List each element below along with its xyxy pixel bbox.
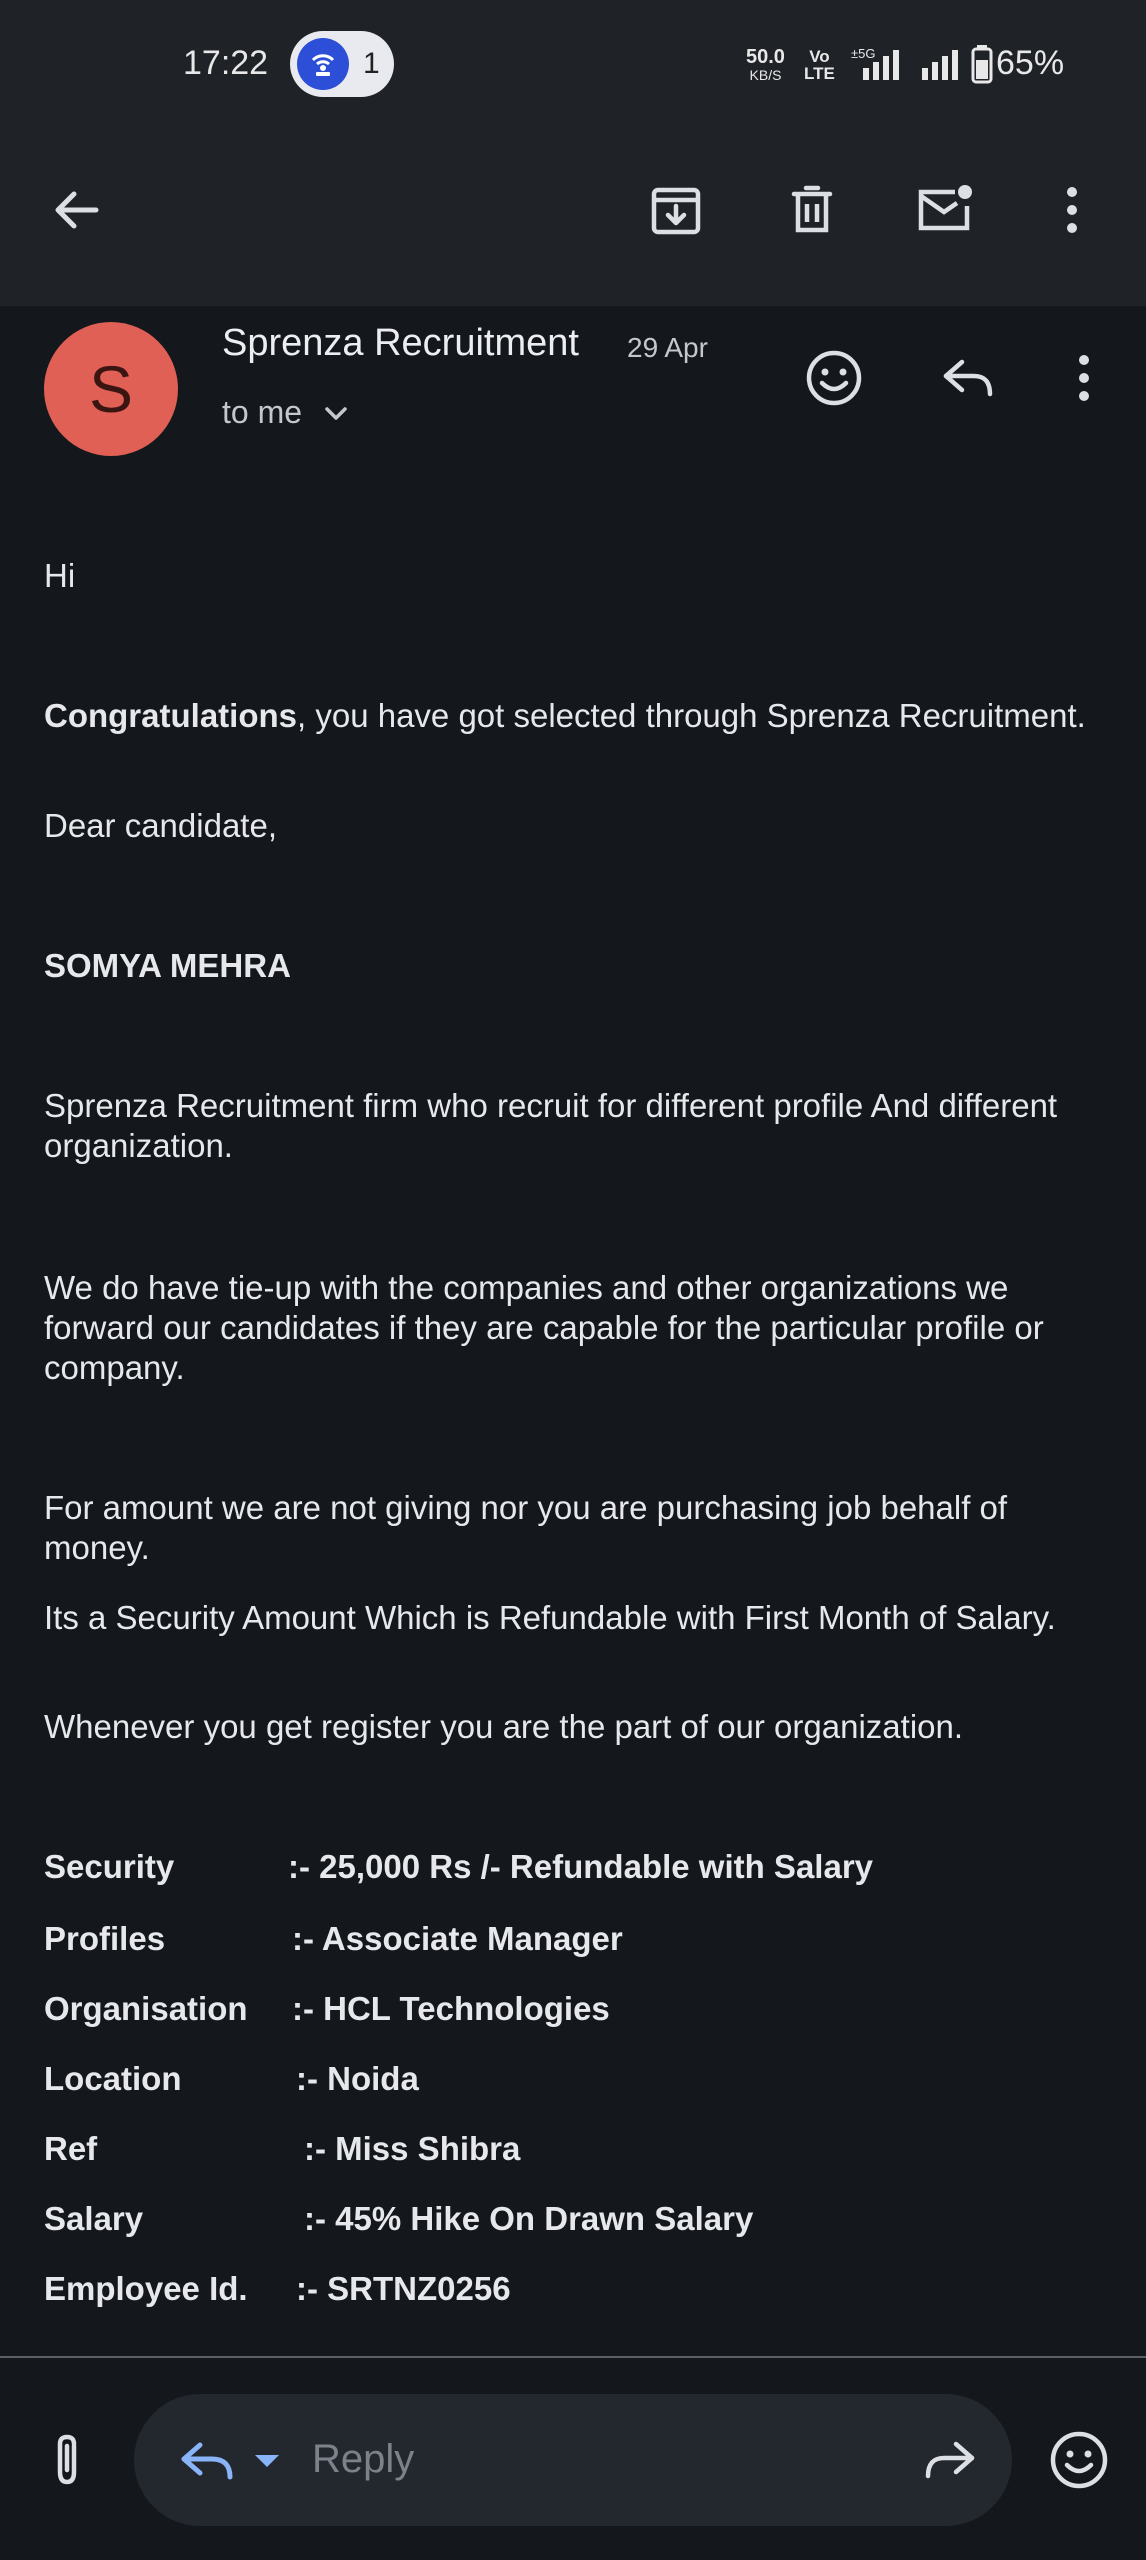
- svg-text:±5G: ±5G: [851, 46, 876, 61]
- detail-label: Location: [44, 2060, 182, 2097]
- emoji-icon: [804, 348, 864, 408]
- status-bar: [0, 0, 1146, 130]
- detail-value: :- Miss Shibra: [304, 2130, 521, 2167]
- status-time: 17:22: [183, 44, 269, 82]
- battery-level: 65%: [996, 44, 1065, 82]
- volte-indicator: [804, 48, 835, 82]
- delete-button[interactable]: [776, 174, 848, 246]
- register-paragraph: Whenever you get register you are the part of our organization.: [44, 1708, 964, 1745]
- detail-label: Salary: [44, 2200, 144, 2237]
- sender-name[interactable]: Sprenza Recruitment: [222, 322, 579, 364]
- battery-icon: [971, 44, 993, 84]
- detail-label: Profiles: [44, 1920, 166, 1957]
- caret-down-icon: [250, 2451, 284, 2471]
- chevron-down-icon: [324, 405, 348, 421]
- mark-unread-button[interactable]: [909, 174, 981, 246]
- email-date: 29 Apr: [627, 332, 708, 363]
- email-greeting: Hi: [44, 557, 76, 594]
- attach-button[interactable]: [34, 2420, 100, 2500]
- detail-label: Employee Id.: [44, 2270, 248, 2307]
- security-amount-paragraph: Its a Security Amount Which is Refundable with First Month of Salary.: [44, 1599, 1056, 1636]
- salutation: Dear candidate,: [44, 807, 277, 844]
- archive-button[interactable]: [640, 174, 712, 246]
- amount-paragraph: For amount we are not giving nor you are purchasing job behalf of money.: [44, 1489, 1008, 1566]
- congrats-text: , you have got selected through Sprenza Recruitment.: [297, 697, 1086, 734]
- network-speed: [746, 48, 785, 84]
- email-toolbar: [0, 130, 1146, 306]
- more-options-button[interactable]: [1036, 174, 1108, 246]
- forward-button[interactable]: [914, 2424, 986, 2496]
- mail-unread-icon: [915, 182, 975, 238]
- recipient-label: to me: [222, 394, 303, 430]
- sender-avatar[interactable]: S: [44, 322, 178, 456]
- detail-label: Security: [44, 1848, 175, 1885]
- detail-value: :- Noida: [296, 2060, 419, 2097]
- emoji-icon: [1048, 2429, 1110, 2491]
- tie-up-paragraph: We do have tie-up with the companies and other organizations we forward our candidates if they are capable for the particular profile or company.: [44, 1269, 1044, 1386]
- add-reaction-button[interactable]: [796, 340, 872, 416]
- back-button[interactable]: [40, 174, 112, 246]
- signal-5g-icon: [851, 44, 911, 84]
- detail-value: :- Associate Manager: [292, 1920, 623, 1957]
- hotspot-count: 1: [363, 47, 380, 80]
- hotspot-indicator: [290, 31, 394, 97]
- congrats-bold: Congratulations: [44, 697, 297, 734]
- detail-value: :- 25,000 Rs /- Refundable with Salary: [288, 1848, 874, 1885]
- network-speed-unit: KB/S: [749, 67, 782, 83]
- reply-button[interactable]: [930, 340, 1006, 416]
- archive-icon: [648, 182, 704, 238]
- hotspot-icon: [297, 38, 349, 90]
- reply-icon: [178, 2437, 236, 2485]
- back-arrow-icon: [50, 184, 102, 236]
- reply-input-placeholder[interactable]: Reply: [312, 2437, 415, 2481]
- lte-label: LTE: [804, 64, 835, 83]
- detail-value: :- 45% Hike On Drawn Salary: [304, 2200, 754, 2237]
- recipient-details-toggle[interactable]: [222, 394, 348, 431]
- more-vert-icon: [1062, 184, 1082, 236]
- network-speed-value: 50.0: [746, 46, 785, 68]
- reply-bar-divider: [0, 2356, 1146, 2358]
- trash-icon: [784, 182, 840, 238]
- detail-label: Organisation: [44, 1990, 248, 2027]
- signal-icon: [920, 44, 966, 84]
- detail-value: :- HCL Technologies: [292, 1990, 610, 2027]
- paperclip-icon: [50, 2432, 84, 2488]
- congrats-paragraph: [44, 696, 1114, 736]
- candidate-name: SOMYA MEHRA: [44, 947, 291, 984]
- message-more-button[interactable]: [1064, 340, 1104, 416]
- firm-description: Sprenza Recruitment firm who recruit for different profile And different organization.: [44, 1087, 1058, 1164]
- detail-label: Ref: [44, 2130, 98, 2167]
- reply-icon: [940, 354, 996, 402]
- emoji-reaction-button[interactable]: [1042, 2420, 1116, 2500]
- volte-label: Vo: [809, 47, 830, 66]
- more-vert-icon: [1075, 352, 1093, 404]
- reply-type-dropdown[interactable]: [168, 2428, 294, 2494]
- detail-value: :- SRTNZ0256: [296, 2270, 511, 2307]
- forward-icon: [922, 2436, 978, 2484]
